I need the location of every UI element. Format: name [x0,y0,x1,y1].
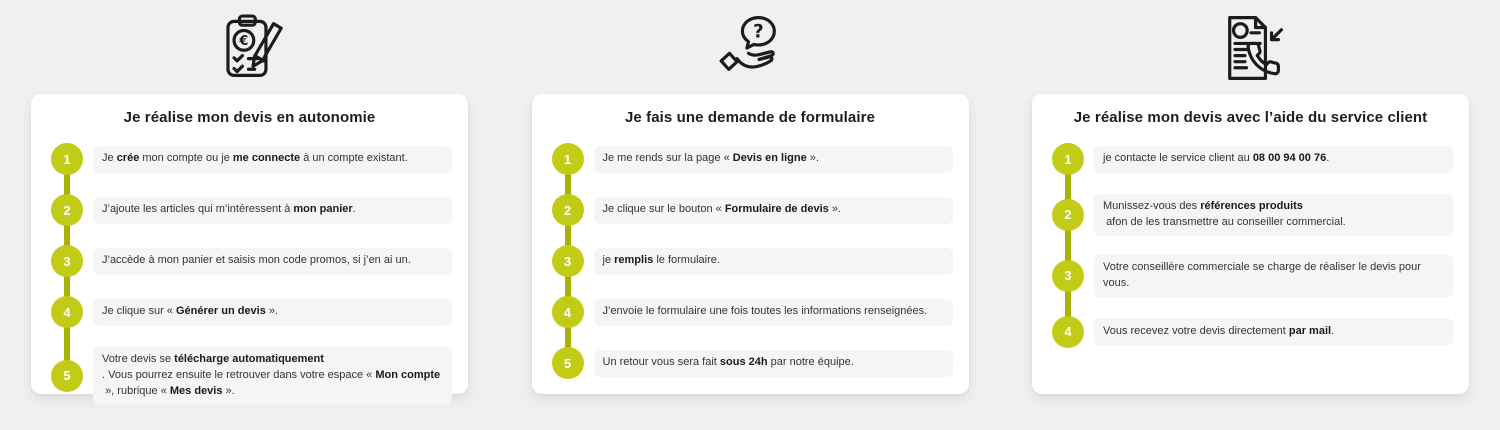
step-text: J’envoie le formulaire une fois toutes les informations renseignées. [594,299,953,326]
step-row [47,347,452,405]
process-column [532,8,969,394]
step-row [548,194,953,226]
svg-text:?: ? [753,21,764,43]
step-row [548,296,953,328]
step-text: Vous recevez votre devis directement par mail . [1094,318,1453,345]
step-number-badge: 3 [51,245,83,277]
step-text: J’accède à mon panier et saisis mon code promos, si j’en ai un. [93,248,452,275]
step-number-badge: 5 [552,347,584,379]
step-number-badge: 4 [552,296,584,328]
step-text: Votre devis se télécharge automatiquement . Vous pourrez ensuite le retrouver dans votre espace « Mon compte », rubrique « Mes devis ». [93,347,452,405]
process-column [31,8,468,397]
steps-list [47,143,452,405]
process-card [532,94,969,394]
step-row [1048,143,1453,175]
steps-list [1048,143,1453,348]
step-number-badge: 1 [552,143,584,175]
steps-connector-line [1065,159,1071,332]
card-title: Je réalise mon devis avec l’aide du service client [1073,109,1428,126]
step-row [47,296,452,328]
step-number-badge: 3 [1052,260,1084,292]
step-text: Je me rends sur la page « Devis en ligne ». [594,146,953,173]
svg-text:€: € [238,33,248,49]
step-row [1048,316,1453,348]
step-row [1048,255,1453,297]
step-number-badge: 3 [552,245,584,277]
step-text: je contacte le service client au 08 00 94 00 76 . [1094,146,1453,173]
step-text: Un retour vous sera fait sous 24h par notre équipe. [594,350,953,377]
step-text: Je crée mon compte ou je me connecte à un compte existant. [93,146,452,173]
step-row [47,143,452,175]
card-title: Je réalise mon devis en autonomie [123,109,376,126]
step-text: Je clique sur « Générer un devis ». [93,299,452,326]
step-number-badge: 1 [1052,143,1084,175]
hand-question-bubble-icon [712,8,788,88]
step-number-badge: 2 [552,194,584,226]
step-number-badge: 1 [51,143,83,175]
step-number-badge: 2 [51,194,83,226]
step-row [548,347,953,379]
process-column [1032,8,1469,394]
step-text: Je clique sur le bouton « Formulaire de devis ». [594,197,953,224]
process-card [31,94,468,397]
step-row [47,194,452,226]
steps-list [548,143,953,379]
step-number-badge: 5 [51,360,83,392]
clipboard-euro-pencil-icon [212,8,288,88]
step-number-badge: 2 [1052,199,1084,231]
process-card [1032,94,1469,394]
step-text: Munissez-vous des références produits afon de les transmettre au conseiller commercial. [1094,194,1453,236]
step-row [47,245,452,277]
step-row [548,245,953,277]
step-number-badge: 4 [1052,316,1084,348]
step-text: je remplis le formulaire. [594,248,953,275]
document-euro-phone-icon [1213,8,1289,88]
step-row [1048,194,1453,236]
step-text: J’ajoute les articles qui m’intéressent à mon panier . [93,197,452,224]
step-row [548,143,953,175]
card-title: Je fais une demande de formulaire [624,109,876,126]
step-text: Votre conseillère commerciale se charge de réaliser le devis pour vous. [1094,255,1453,297]
step-number-badge: 4 [51,296,83,328]
